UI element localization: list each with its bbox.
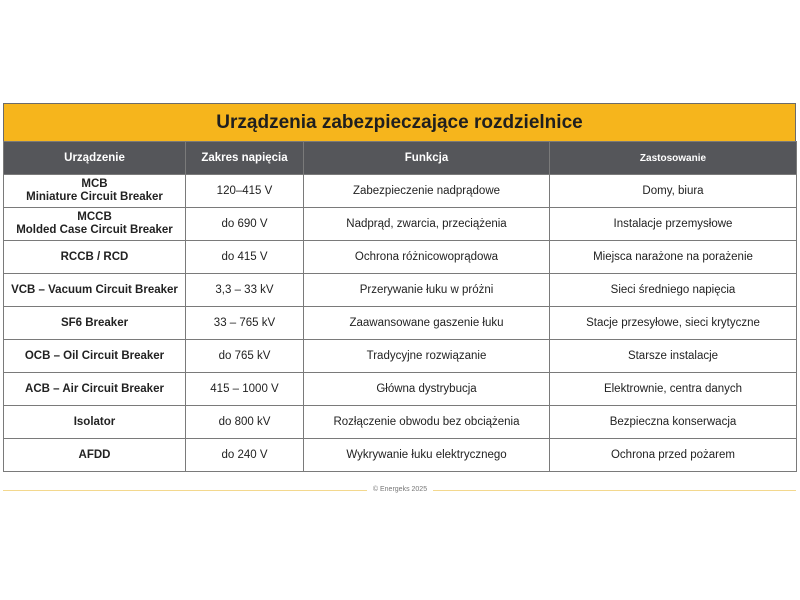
cell-function: Zaawansowane gaszenie łuku (304, 307, 550, 340)
cell-application: Bezpieczna konserwacja (550, 406, 797, 439)
cell-function: Wykrywanie łuku elektrycznego (304, 439, 550, 472)
table-row (4, 307, 797, 340)
cell-application: Stacje przesyłowe, sieci krytyczne (550, 307, 797, 340)
cell-device: AFDD (4, 439, 186, 472)
cell-voltage: 120–415 V (186, 175, 304, 208)
column-header-voltage: Zakres napięcia (186, 142, 304, 175)
cell-voltage: 3,3 – 33 kV (186, 274, 304, 307)
cell-application: Miejsca narażone na porażenie (550, 241, 797, 274)
cell-device: Isolator (4, 406, 186, 439)
cell-voltage: do 240 V (186, 439, 304, 472)
cell-device: ACB – Air Circuit Breaker (4, 373, 186, 406)
table-title: Urządzenia zabezpieczające rozdzielnice (3, 103, 796, 141)
cell-device: SF6 Breaker (4, 307, 186, 340)
cell-function: Ochrona różnicowoprądowa (304, 241, 550, 274)
cell-function: Główna dystrybucja (304, 373, 550, 406)
cell-application: Sieci średniego napięcia (550, 274, 797, 307)
cell-voltage: do 765 kV (186, 340, 304, 373)
cell-application: Domy, biura (550, 175, 797, 208)
device-name: MCCB (77, 211, 112, 223)
cell-function: Przerywanie łuku w próżni (304, 274, 550, 307)
device-name: MCB (81, 178, 108, 190)
table-row (4, 406, 797, 439)
cell-function: Zabezpieczenie nadprądowe (304, 175, 550, 208)
table-row (4, 340, 797, 373)
cell-application: Instalacje przemysłowe (550, 208, 797, 241)
table-row (4, 373, 797, 406)
cell-voltage: do 415 V (186, 241, 304, 274)
cell-device: RCCB / RCD (4, 241, 186, 274)
header-row (4, 142, 797, 175)
table-row (4, 208, 797, 241)
cell-function: Rozłączenie obwodu bez obciążenia (304, 406, 550, 439)
cell-voltage: 415 – 1000 V (186, 373, 304, 406)
cell-application: Starsze instalacje (550, 340, 797, 373)
column-header-device: Urządzenie (4, 142, 186, 175)
devices-table-container (3, 103, 796, 472)
cell-voltage: do 690 V (186, 208, 304, 241)
column-header-application: Zastosowanie (550, 142, 797, 175)
devices-table (3, 141, 797, 472)
cell-application: Elektrownie, centra danych (550, 373, 797, 406)
cell-device: OCB – Oil Circuit Breaker (4, 340, 186, 373)
footer (0, 486, 800, 493)
table-row (4, 439, 797, 472)
cell-device (4, 208, 186, 241)
device-fullname: Miniature Circuit Breaker (26, 191, 163, 203)
cell-function: Tradycyjne rozwiązanie (304, 340, 550, 373)
copyright-text: © Energeks 2025 (367, 486, 433, 493)
cell-application: Ochrona przed pożarem (550, 439, 797, 472)
table-row (4, 175, 797, 208)
cell-voltage: do 800 kV (186, 406, 304, 439)
cell-device (4, 175, 186, 208)
table-row (4, 241, 797, 274)
cell-device: VCB – Vacuum Circuit Breaker (4, 274, 186, 307)
device-fullname: Molded Case Circuit Breaker (16, 224, 173, 236)
cell-function: Nadprąd, zwarcia, przeciążenia (304, 208, 550, 241)
table-row (4, 274, 797, 307)
cell-voltage: 33 – 765 kV (186, 307, 304, 340)
column-header-function: Funkcja (304, 142, 550, 175)
